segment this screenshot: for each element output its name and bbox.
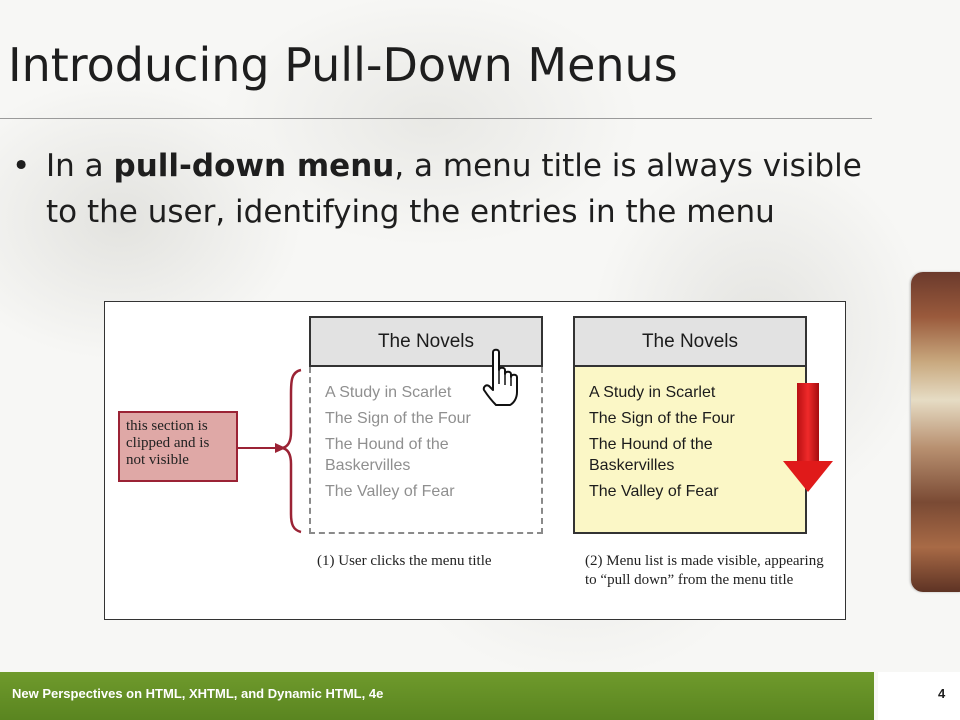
right-arrow-icon — [238, 443, 286, 453]
slide-title: Introducing Pull-Down Menus — [8, 38, 678, 92]
right-menu-title: The Novels — [573, 316, 807, 367]
right-menu-entry: The Valley of Fear — [589, 483, 719, 500]
footer-title: New Perspectives on HTML, XHTML, and Dynamic HTML, 4e — [12, 686, 384, 701]
bullet-term: pull-down menu — [113, 148, 395, 184]
left-caption: (1) User clicks the menu title — [317, 553, 492, 569]
right-menu-entry: A Study in Scarlet — [589, 384, 716, 401]
title-divider — [0, 118, 872, 119]
right-menu-entry: The Hound of the Baskervilles — [589, 436, 713, 474]
right-caption: (2) Menu list is made visible, appearing to “pull down” from the menu title — [585, 553, 824, 588]
footer-page-area — [878, 672, 960, 720]
clipped-section-note: this section is clipped and is not visible — [118, 411, 238, 482]
bullet-marker: • — [12, 148, 31, 184]
orchid-photo-decoration — [911, 272, 960, 592]
left-menu-entry: A Study in Scarlet — [325, 384, 452, 401]
right-menu-entry: The Sign of the Four — [589, 410, 735, 427]
page-number: 4 — [938, 686, 946, 701]
hand-pointer-icon — [484, 350, 517, 405]
down-arrow-icon — [783, 383, 833, 492]
left-menu-entry: The Valley of Fear — [325, 483, 455, 500]
bullet-text — [46, 143, 872, 235]
bullet-text-after: , a menu title is always visible to the user, identifying the entries in the menu — [46, 148, 862, 230]
figure-overlay — [105, 302, 845, 619]
pull-down-menu-figure — [104, 301, 846, 620]
bullet-text-before: In a — [46, 148, 114, 184]
bullet-point — [12, 143, 872, 235]
left-menu-entry: The Hound of the Baskervilles — [325, 436, 449, 474]
curly-brace-icon — [282, 370, 301, 532]
left-menu-entry: The Sign of the Four — [325, 410, 471, 427]
left-menu-title: The Novels — [309, 316, 543, 367]
